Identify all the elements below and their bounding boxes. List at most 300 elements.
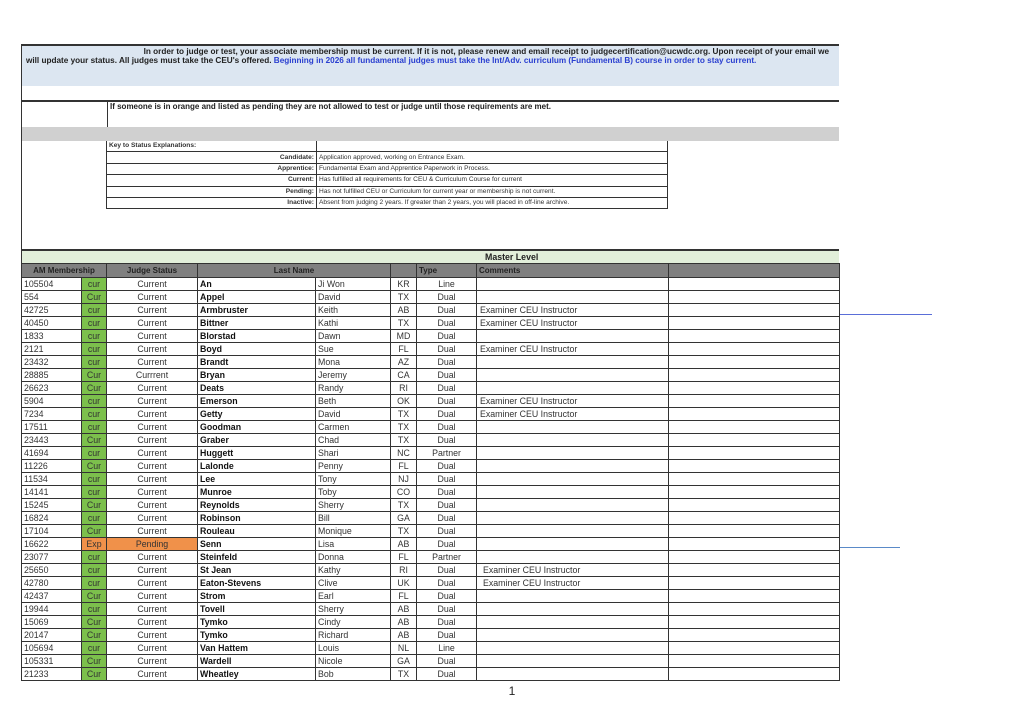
table-row[interactable] xyxy=(22,382,840,395)
first-name[interactable]: Beth xyxy=(316,395,391,408)
membership-number[interactable]: 20147 xyxy=(22,629,82,642)
comments[interactable] xyxy=(477,460,669,473)
judge-status[interactable]: Current xyxy=(107,473,198,486)
table-row[interactable] xyxy=(22,408,840,421)
membership-number[interactable]: 21233 xyxy=(22,668,82,681)
col-header-comments[interactable]: Comments xyxy=(477,264,669,278)
judge-status[interactable]: Current xyxy=(107,291,198,304)
location[interactable]: GA xyxy=(391,512,417,525)
first-name[interactable]: David xyxy=(316,408,391,421)
comments[interactable] xyxy=(477,590,669,603)
location[interactable]: AB xyxy=(391,616,417,629)
location[interactable]: FL xyxy=(391,590,417,603)
judge-type[interactable]: Dual xyxy=(417,356,477,369)
membership-number[interactable]: 41694 xyxy=(22,447,82,460)
membership-status[interactable]: Cur xyxy=(82,434,107,447)
table-row[interactable] xyxy=(22,655,840,668)
last-name[interactable]: Lalonde xyxy=(198,460,316,473)
location[interactable]: AB xyxy=(391,603,417,616)
extra-cell[interactable] xyxy=(669,603,840,616)
table-row[interactable] xyxy=(22,473,840,486)
table-row[interactable] xyxy=(22,668,840,681)
membership-number[interactable]: 554 xyxy=(22,291,82,304)
location[interactable]: FL xyxy=(391,343,417,356)
comments[interactable] xyxy=(477,629,669,642)
judge-status[interactable]: Current xyxy=(107,486,198,499)
col-header-last-name[interactable]: Last Name xyxy=(198,264,391,278)
extra-cell[interactable] xyxy=(669,395,840,408)
location[interactable]: TX xyxy=(391,434,417,447)
last-name[interactable]: Strom xyxy=(198,590,316,603)
last-name[interactable]: Bryan xyxy=(198,369,316,382)
membership-number[interactable]: 5904 xyxy=(22,395,82,408)
col-header-location[interactable] xyxy=(391,264,417,278)
location[interactable]: AB xyxy=(391,538,417,551)
judge-type[interactable]: Dual xyxy=(417,330,477,343)
membership-status[interactable]: cur xyxy=(82,603,107,616)
membership-number[interactable]: 105504 xyxy=(22,278,82,291)
location[interactable]: TX xyxy=(391,408,417,421)
extra-cell[interactable] xyxy=(669,408,840,421)
membership-number[interactable]: 40450 xyxy=(22,317,82,330)
location[interactable]: UK xyxy=(391,577,417,590)
extra-cell[interactable] xyxy=(669,538,840,551)
location[interactable]: KR xyxy=(391,278,417,291)
extra-cell[interactable] xyxy=(669,564,840,577)
table-row[interactable] xyxy=(22,356,840,369)
membership-status[interactable]: cur xyxy=(82,577,107,590)
comments[interactable] xyxy=(477,603,669,616)
extra-cell[interactable] xyxy=(669,291,840,304)
judge-status[interactable]: Current xyxy=(107,447,198,460)
extra-cell[interactable] xyxy=(669,278,840,291)
first-name[interactable]: Richard xyxy=(316,629,391,642)
judge-status[interactable]: Current xyxy=(107,629,198,642)
membership-number[interactable]: 16824 xyxy=(22,512,82,525)
extra-cell[interactable] xyxy=(669,486,840,499)
first-name[interactable]: Cindy xyxy=(316,616,391,629)
table-row[interactable] xyxy=(22,278,840,291)
location[interactable]: NL xyxy=(391,642,417,655)
last-name[interactable]: Senn xyxy=(198,538,316,551)
judge-status[interactable]: Current xyxy=(107,356,198,369)
first-name[interactable]: Randy xyxy=(316,382,391,395)
extra-cell[interactable] xyxy=(669,369,840,382)
membership-status[interactable]: cur xyxy=(82,564,107,577)
membership-number[interactable]: 15245 xyxy=(22,499,82,512)
table-row[interactable] xyxy=(22,330,840,343)
membership-status[interactable]: Cur xyxy=(82,668,107,681)
extra-cell[interactable] xyxy=(669,616,840,629)
table-row[interactable] xyxy=(22,603,840,616)
comments[interactable] xyxy=(477,369,669,382)
judge-type[interactable]: Dual xyxy=(417,460,477,473)
membership-status[interactable]: cur xyxy=(82,330,107,343)
membership-status[interactable]: Cur xyxy=(82,629,107,642)
last-name[interactable]: Eaton-Stevens xyxy=(198,577,316,590)
membership-number[interactable]: 2121 xyxy=(22,343,82,356)
judge-type[interactable]: Dual xyxy=(417,538,477,551)
col-header-type[interactable]: Type xyxy=(417,264,477,278)
last-name[interactable]: Bittner xyxy=(198,317,316,330)
judge-type[interactable]: Dual xyxy=(417,369,477,382)
judge-type[interactable]: Dual xyxy=(417,499,477,512)
last-name[interactable]: Tovell xyxy=(198,603,316,616)
last-name[interactable]: Getty xyxy=(198,408,316,421)
location[interactable]: NC xyxy=(391,447,417,460)
comments[interactable] xyxy=(477,499,669,512)
judge-type[interactable]: Dual xyxy=(417,629,477,642)
table-row[interactable] xyxy=(22,304,840,317)
membership-status[interactable]: Cur xyxy=(82,291,107,304)
last-name[interactable]: Steinfeld xyxy=(198,551,316,564)
location[interactable]: AB xyxy=(391,629,417,642)
extra-cell[interactable] xyxy=(669,343,840,356)
membership-number[interactable]: 11226 xyxy=(22,460,82,473)
last-name[interactable]: Wardell xyxy=(198,655,316,668)
first-name[interactable]: Keith xyxy=(316,304,391,317)
location[interactable]: RI xyxy=(391,382,417,395)
table-row[interactable] xyxy=(22,421,840,434)
comments[interactable] xyxy=(477,642,669,655)
membership-number[interactable]: 25650 xyxy=(22,564,82,577)
judge-status[interactable]: Current xyxy=(107,564,198,577)
extra-cell[interactable] xyxy=(669,525,840,538)
membership-number[interactable]: 42437 xyxy=(22,590,82,603)
last-name[interactable]: Robinson xyxy=(198,512,316,525)
membership-number[interactable]: 14141 xyxy=(22,486,82,499)
judge-type[interactable]: Dual xyxy=(417,291,477,304)
location[interactable]: FL xyxy=(391,460,417,473)
extra-cell[interactable] xyxy=(669,642,840,655)
judge-type[interactable]: Dual xyxy=(417,564,477,577)
last-name[interactable]: Armbruster xyxy=(198,304,316,317)
table-row[interactable] xyxy=(22,460,840,473)
first-name[interactable]: Donna xyxy=(316,551,391,564)
comments[interactable] xyxy=(477,655,669,668)
judge-type[interactable]: Dual xyxy=(417,434,477,447)
comments[interactable] xyxy=(477,512,669,525)
extra-cell[interactable] xyxy=(669,434,840,447)
first-name[interactable]: Clive xyxy=(316,577,391,590)
membership-status[interactable]: cur xyxy=(82,551,107,564)
table-row[interactable] xyxy=(22,642,840,655)
location[interactable]: NJ xyxy=(391,473,417,486)
membership-number[interactable]: 1833 xyxy=(22,330,82,343)
judge-status[interactable]: Pending xyxy=(107,538,198,551)
col-header-membership[interactable]: AM Membership xyxy=(22,264,107,278)
location[interactable]: TX xyxy=(391,317,417,330)
extra-cell[interactable] xyxy=(669,655,840,668)
table-row[interactable] xyxy=(22,291,840,304)
first-name[interactable]: Dawn xyxy=(316,330,391,343)
extra-cell[interactable] xyxy=(669,330,840,343)
table-row[interactable] xyxy=(22,551,840,564)
table-row[interactable] xyxy=(22,343,840,356)
membership-status[interactable]: Cur xyxy=(82,460,107,473)
membership-status[interactable]: Cur xyxy=(82,499,107,512)
table-row[interactable] xyxy=(22,447,840,460)
col-header-extra[interactable] xyxy=(669,264,840,278)
comments[interactable] xyxy=(477,551,669,564)
membership-status[interactable]: Exp xyxy=(82,538,107,551)
membership-status[interactable]: cur xyxy=(82,512,107,525)
judge-type[interactable]: Partner xyxy=(417,447,477,460)
membership-number[interactable]: 7234 xyxy=(22,408,82,421)
first-name[interactable]: Louis xyxy=(316,642,391,655)
col-header-status[interactable]: Judge Status xyxy=(107,264,198,278)
table-row[interactable] xyxy=(22,499,840,512)
last-name[interactable]: Huggett xyxy=(198,447,316,460)
judge-status[interactable]: Current xyxy=(107,434,198,447)
judge-status[interactable]: Current xyxy=(107,408,198,421)
judge-status[interactable]: Current xyxy=(107,668,198,681)
extra-cell[interactable] xyxy=(669,499,840,512)
judge-type[interactable]: Line xyxy=(417,278,477,291)
membership-status[interactable]: cur xyxy=(82,473,107,486)
comments[interactable] xyxy=(477,382,669,395)
first-name[interactable]: Jeremy xyxy=(316,369,391,382)
extra-cell[interactable] xyxy=(669,629,840,642)
first-name[interactable]: Nicole xyxy=(316,655,391,668)
location[interactable]: TX xyxy=(391,499,417,512)
membership-number[interactable]: 105694 xyxy=(22,642,82,655)
membership-number[interactable]: 23443 xyxy=(22,434,82,447)
comments[interactable] xyxy=(477,434,669,447)
membership-status[interactable]: cur xyxy=(82,421,107,434)
last-name[interactable]: Tymko xyxy=(198,616,316,629)
judge-type[interactable]: Dual xyxy=(417,382,477,395)
membership-number[interactable]: 16622 xyxy=(22,538,82,551)
judge-type[interactable]: Dual xyxy=(417,616,477,629)
extra-cell[interactable] xyxy=(669,304,840,317)
membership-status[interactable]: Cur xyxy=(82,525,107,538)
first-name[interactable]: Earl xyxy=(316,590,391,603)
membership-status[interactable]: cur xyxy=(82,304,107,317)
extra-cell[interactable] xyxy=(669,421,840,434)
judge-type[interactable]: Dual xyxy=(417,395,477,408)
membership-number[interactable]: 23077 xyxy=(22,551,82,564)
last-name[interactable]: St Jean xyxy=(198,564,316,577)
comments[interactable]: Examiner CEU Instructor xyxy=(477,577,669,590)
judge-type[interactable]: Partner xyxy=(417,551,477,564)
last-name[interactable]: Brandt xyxy=(198,356,316,369)
judge-status[interactable]: Current xyxy=(107,577,198,590)
table-row[interactable] xyxy=(22,538,840,551)
last-name[interactable]: Goodman xyxy=(198,421,316,434)
comments[interactable] xyxy=(477,291,669,304)
last-name[interactable]: Rouleau xyxy=(198,525,316,538)
membership-status[interactable]: cur xyxy=(82,343,107,356)
comments[interactable] xyxy=(477,421,669,434)
location[interactable]: FL xyxy=(391,551,417,564)
membership-status[interactable]: cur xyxy=(82,278,107,291)
membership-number[interactable]: 28885 xyxy=(22,369,82,382)
last-name[interactable]: Boyd xyxy=(198,343,316,356)
judge-status[interactable]: Current xyxy=(107,421,198,434)
table-row[interactable] xyxy=(22,629,840,642)
judge-status[interactable]: Current xyxy=(107,551,198,564)
location[interactable]: AZ xyxy=(391,356,417,369)
first-name[interactable]: Lisa xyxy=(316,538,391,551)
judge-type[interactable]: Dual xyxy=(417,473,477,486)
judge-status[interactable]: Current xyxy=(107,317,198,330)
first-name[interactable]: Mona xyxy=(316,356,391,369)
judge-status[interactable]: Current xyxy=(107,304,198,317)
judge-type[interactable]: Dual xyxy=(417,486,477,499)
membership-number[interactable]: 17104 xyxy=(22,525,82,538)
table-row[interactable] xyxy=(22,486,840,499)
membership-status[interactable]: Cur xyxy=(82,369,107,382)
judge-type[interactable]: Dual xyxy=(417,668,477,681)
table-row[interactable] xyxy=(22,616,840,629)
last-name[interactable]: Graber xyxy=(198,434,316,447)
judge-type[interactable]: Dual xyxy=(417,590,477,603)
extra-cell[interactable] xyxy=(669,512,840,525)
membership-status[interactable]: cur xyxy=(82,447,107,460)
judge-type[interactable]: Dual xyxy=(417,317,477,330)
extra-cell[interactable] xyxy=(669,382,840,395)
judge-status[interactable]: Current xyxy=(107,278,198,291)
last-name[interactable]: Wheatley xyxy=(198,668,316,681)
extra-cell[interactable] xyxy=(669,590,840,603)
extra-cell[interactable] xyxy=(669,447,840,460)
judge-status[interactable]: Current xyxy=(107,330,198,343)
comments[interactable] xyxy=(477,525,669,538)
extra-cell[interactable] xyxy=(669,317,840,330)
comments[interactable]: Examiner CEU Instructor xyxy=(477,317,669,330)
membership-number[interactable]: 17511 xyxy=(22,421,82,434)
extra-cell[interactable] xyxy=(669,356,840,369)
membership-status[interactable]: cur xyxy=(82,356,107,369)
comments[interactable] xyxy=(477,486,669,499)
judge-type[interactable]: Dual xyxy=(417,577,477,590)
membership-status[interactable]: cur xyxy=(82,408,107,421)
location[interactable]: OK xyxy=(391,395,417,408)
judge-status[interactable]: Currrent xyxy=(107,369,198,382)
table-row[interactable] xyxy=(22,369,840,382)
extra-cell[interactable] xyxy=(669,668,840,681)
first-name[interactable]: Sherry xyxy=(316,499,391,512)
location[interactable]: MD xyxy=(391,330,417,343)
extra-cell[interactable] xyxy=(669,473,840,486)
comments[interactable]: Examiner CEU Instructor xyxy=(477,395,669,408)
membership-status[interactable]: cur xyxy=(82,486,107,499)
table-row[interactable] xyxy=(22,512,840,525)
first-name[interactable]: Chad xyxy=(316,434,391,447)
membership-number[interactable]: 11534 xyxy=(22,473,82,486)
judge-status[interactable]: Current xyxy=(107,590,198,603)
table-row[interactable] xyxy=(22,395,840,408)
judge-type[interactable]: Dual xyxy=(417,603,477,616)
judge-type[interactable]: Dual xyxy=(417,408,477,421)
comments[interactable] xyxy=(477,668,669,681)
judge-type[interactable]: Dual xyxy=(417,343,477,356)
judge-type[interactable]: Dual xyxy=(417,655,477,668)
location[interactable]: RI xyxy=(391,564,417,577)
membership-number[interactable]: 26623 xyxy=(22,382,82,395)
first-name[interactable]: Sue xyxy=(316,343,391,356)
membership-number[interactable]: 42780 xyxy=(22,577,82,590)
judge-type[interactable]: Line xyxy=(417,642,477,655)
table-row[interactable] xyxy=(22,590,840,603)
membership-status[interactable]: cur xyxy=(82,395,107,408)
first-name[interactable]: Bob xyxy=(316,668,391,681)
location[interactable]: TX xyxy=(391,525,417,538)
membership-status[interactable]: Cur xyxy=(82,382,107,395)
comments[interactable]: Examiner CEU Instructor xyxy=(477,564,669,577)
table-row[interactable] xyxy=(22,564,840,577)
membership-number[interactable]: 105331 xyxy=(22,655,82,668)
first-name[interactable]: Sherry xyxy=(316,603,391,616)
judge-status[interactable]: Current xyxy=(107,460,198,473)
membership-number[interactable]: 15069 xyxy=(22,616,82,629)
judge-type[interactable]: Dual xyxy=(417,525,477,538)
location[interactable]: TX xyxy=(391,291,417,304)
last-name[interactable]: Emerson xyxy=(198,395,316,408)
membership-status[interactable]: cur xyxy=(82,642,107,655)
first-name[interactable]: Kathi xyxy=(316,317,391,330)
last-name[interactable]: Munroe xyxy=(198,486,316,499)
last-name[interactable]: Reynolds xyxy=(198,499,316,512)
membership-number[interactable]: 19944 xyxy=(22,603,82,616)
first-name[interactable]: David xyxy=(316,291,391,304)
first-name[interactable]: Carmen xyxy=(316,421,391,434)
comments[interactable]: Examiner CEU Instructor xyxy=(477,343,669,356)
judge-type[interactable]: Dual xyxy=(417,304,477,317)
last-name[interactable]: An xyxy=(198,278,316,291)
last-name[interactable]: Appel xyxy=(198,291,316,304)
comments[interactable] xyxy=(477,473,669,486)
table-row[interactable] xyxy=(22,577,840,590)
membership-number[interactable]: 42725 xyxy=(22,304,82,317)
judge-status[interactable]: Current xyxy=(107,655,198,668)
comments[interactable] xyxy=(477,330,669,343)
judge-status[interactable]: Current xyxy=(107,616,198,629)
first-name[interactable]: Kathy xyxy=(316,564,391,577)
table-row[interactable] xyxy=(22,434,840,447)
membership-number[interactable]: 23432 xyxy=(22,356,82,369)
comments[interactable] xyxy=(477,447,669,460)
membership-status[interactable]: Cur xyxy=(82,616,107,629)
judge-status[interactable]: Current xyxy=(107,512,198,525)
first-name[interactable]: Toby xyxy=(316,486,391,499)
membership-status[interactable]: Cur xyxy=(82,590,107,603)
extra-cell[interactable] xyxy=(669,577,840,590)
location[interactable]: TX xyxy=(391,668,417,681)
judge-status[interactable]: Current xyxy=(107,642,198,655)
last-name[interactable]: Van Hattem xyxy=(198,642,316,655)
last-name[interactable]: Lee xyxy=(198,473,316,486)
judge-status[interactable]: Current xyxy=(107,603,198,616)
location[interactable]: CO xyxy=(391,486,417,499)
extra-cell[interactable] xyxy=(669,551,840,564)
judge-status[interactable]: Current xyxy=(107,525,198,538)
last-name[interactable]: Tymko xyxy=(198,629,316,642)
judge-status[interactable]: Current xyxy=(107,499,198,512)
comments[interactable]: Examiner CEU Instructor xyxy=(477,408,669,421)
location[interactable]: TX xyxy=(391,421,417,434)
location[interactable]: GA xyxy=(391,655,417,668)
last-name[interactable]: Deats xyxy=(198,382,316,395)
judge-type[interactable]: Dual xyxy=(417,421,477,434)
first-name[interactable]: Shari xyxy=(316,447,391,460)
comments[interactable] xyxy=(477,616,669,629)
location[interactable]: AB xyxy=(391,304,417,317)
extra-cell[interactable] xyxy=(669,460,840,473)
comments[interactable] xyxy=(477,538,669,551)
judge-status[interactable]: Current xyxy=(107,395,198,408)
